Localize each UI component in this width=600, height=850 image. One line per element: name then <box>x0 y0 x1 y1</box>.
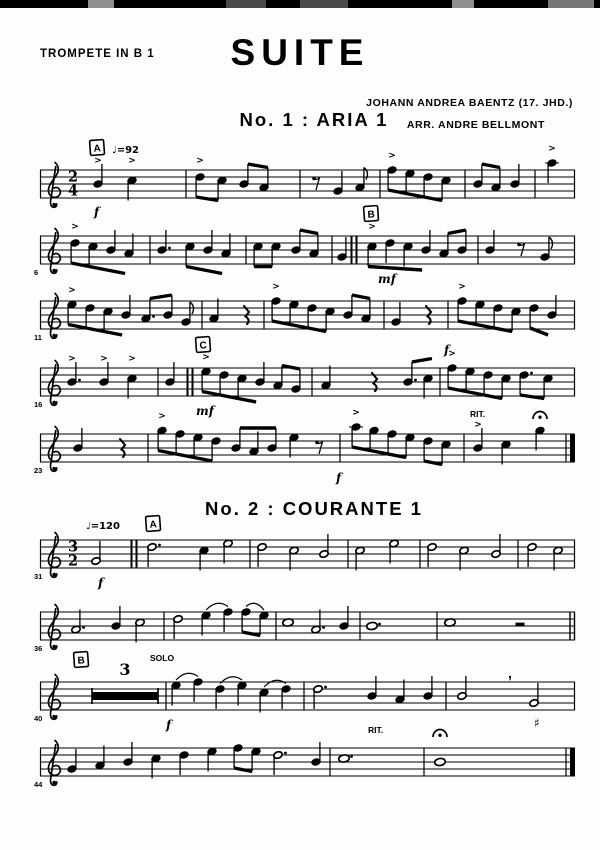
note <box>367 676 377 700</box>
measure-number: 40 <box>34 714 43 723</box>
note <box>405 169 415 193</box>
note <box>249 432 259 456</box>
treble-clef-icon <box>48 740 60 785</box>
note <box>434 758 445 766</box>
note <box>173 615 183 639</box>
beam <box>150 295 172 299</box>
accent-mark: > <box>202 352 210 363</box>
scan-bar-gap <box>88 0 114 8</box>
note <box>106 230 116 254</box>
note <box>465 367 475 391</box>
slur <box>264 680 286 687</box>
measure-number: 16 <box>34 400 43 409</box>
dynamic-marking: mf <box>196 404 214 418</box>
note <box>441 440 451 464</box>
note <box>123 742 133 766</box>
note <box>321 366 331 390</box>
measure-number: 11 <box>34 333 42 342</box>
note <box>289 433 299 457</box>
rehearsal-mark <box>196 337 211 353</box>
note <box>491 534 501 558</box>
scan-bar-gap <box>226 0 266 8</box>
note <box>423 676 433 700</box>
beam <box>482 164 500 168</box>
fermata-icon <box>433 730 447 738</box>
note <box>529 304 539 328</box>
note <box>547 295 557 319</box>
note <box>510 164 520 188</box>
note <box>361 299 371 323</box>
rest <box>315 441 322 454</box>
note <box>157 230 171 254</box>
svg-text:B: B <box>367 209 376 221</box>
beam <box>158 451 212 462</box>
note <box>501 440 511 464</box>
note <box>423 437 433 461</box>
note <box>475 300 485 324</box>
note <box>355 168 368 192</box>
note <box>209 299 219 323</box>
accent-mark: > <box>458 282 466 292</box>
note <box>233 744 243 768</box>
rest <box>516 623 525 626</box>
beam <box>412 359 432 363</box>
scan-bar-gap <box>548 0 594 8</box>
note <box>457 676 467 700</box>
note <box>273 366 283 390</box>
accent-mark: > <box>272 282 280 292</box>
note <box>291 369 301 393</box>
note <box>163 295 173 319</box>
note <box>73 428 83 452</box>
expression-text: RIT. <box>368 725 384 735</box>
note <box>391 302 401 326</box>
note <box>207 747 217 771</box>
expression-text: RIT. <box>470 409 486 419</box>
measure-number: 23 <box>34 466 43 475</box>
dynamic-marking: f <box>336 471 342 485</box>
staff-system-9 <box>0 706 600 806</box>
scan-artifact-bar <box>0 0 600 8</box>
rest <box>517 243 524 256</box>
note <box>147 543 161 567</box>
staff-lines <box>40 748 575 776</box>
accent-mark: > <box>196 156 204 166</box>
note <box>211 437 221 461</box>
accent-mark: > <box>352 408 360 418</box>
note <box>343 295 353 319</box>
note <box>405 433 415 457</box>
instrument-label: TROMPETE IN B 1 <box>40 48 155 60</box>
note <box>493 304 503 328</box>
beam <box>248 164 268 168</box>
note <box>291 230 301 254</box>
breath-mark: , <box>508 665 512 681</box>
note <box>473 420 483 452</box>
note <box>282 618 293 626</box>
slur <box>176 673 198 680</box>
measure-number: 6 <box>34 268 39 277</box>
measure-number: 44 <box>34 780 43 789</box>
fermata-icon <box>533 412 547 420</box>
svg-text:4: 4 <box>67 182 79 200</box>
accent-mark: > <box>100 354 108 364</box>
note <box>257 543 267 567</box>
note <box>309 234 319 258</box>
note <box>369 426 379 450</box>
note <box>95 746 105 770</box>
note <box>439 234 449 258</box>
page-title: SUITE <box>230 32 370 73</box>
note <box>319 534 329 558</box>
note <box>535 426 545 450</box>
svg-text:3: 3 <box>67 538 79 556</box>
note <box>540 237 553 261</box>
note <box>141 299 155 323</box>
rest <box>312 177 319 190</box>
svg-text:C: C <box>199 340 208 352</box>
measure-number: 36 <box>34 644 43 653</box>
accent-mark: > <box>448 349 456 359</box>
note <box>71 610 85 634</box>
note <box>255 362 265 386</box>
note <box>124 234 134 258</box>
dynamic-marking: mf <box>378 272 396 286</box>
note <box>67 749 77 773</box>
note <box>473 164 483 188</box>
note <box>337 237 347 261</box>
note <box>193 433 203 457</box>
note <box>181 302 194 326</box>
measure-number: 31 <box>34 572 43 581</box>
svg-text:2: 2 <box>67 168 79 186</box>
note <box>175 430 185 454</box>
note <box>491 168 501 192</box>
note <box>527 543 537 567</box>
svg-text:A: A <box>93 143 102 155</box>
arranger-credit: ARR. ANDRE BELLMONT <box>406 119 545 131</box>
accent-mark: > <box>68 354 76 364</box>
note <box>259 168 269 192</box>
dynamic-marking: f <box>94 205 100 219</box>
note <box>165 362 175 386</box>
scan-bar-gap <box>452 0 474 8</box>
accent-mark: > <box>388 151 396 161</box>
note <box>421 230 431 254</box>
note <box>403 362 417 386</box>
rehearsal-mark <box>364 206 379 222</box>
note <box>529 683 539 707</box>
beam <box>352 295 370 299</box>
note <box>179 751 189 775</box>
note <box>239 164 249 188</box>
note <box>203 230 213 254</box>
time-signature <box>68 539 78 570</box>
rehearsal-mark <box>146 516 161 532</box>
note <box>289 300 299 324</box>
note <box>121 295 131 319</box>
note <box>91 541 101 565</box>
note <box>111 606 121 630</box>
note <box>387 430 397 454</box>
accent-mark: > <box>128 354 136 364</box>
note <box>135 618 145 642</box>
note <box>85 304 95 328</box>
note <box>459 546 469 570</box>
note <box>355 546 365 570</box>
note <box>289 546 299 570</box>
note <box>427 543 437 567</box>
note <box>273 751 287 775</box>
svg-text:A: A <box>149 519 158 531</box>
beam <box>448 230 466 234</box>
dynamic-marking: f <box>98 576 104 590</box>
slur <box>206 603 228 610</box>
treble-clef-icon <box>48 426 60 471</box>
svg-text:3: 3 <box>119 660 131 679</box>
dynamic-marking: f <box>166 718 172 732</box>
note <box>553 546 563 570</box>
accent-mark: > <box>158 411 166 422</box>
note <box>157 412 167 451</box>
composer-credit: JOHANN ANDREA BAENTZ (17. JHD.) <box>366 97 573 109</box>
note <box>259 611 269 635</box>
accent-mark: > <box>94 156 102 166</box>
note <box>395 680 405 704</box>
expression-text: SOLO <box>150 653 175 663</box>
svg-text:B: B <box>77 655 86 667</box>
note <box>151 754 161 778</box>
note <box>311 610 325 634</box>
note <box>251 747 261 771</box>
accent-mark: > <box>71 222 79 232</box>
note <box>201 353 211 392</box>
note <box>221 234 231 258</box>
scan-bar-gap <box>300 0 348 8</box>
note <box>338 754 353 762</box>
beam <box>352 447 406 458</box>
note <box>389 539 399 563</box>
note <box>67 354 81 386</box>
accent-mark: > <box>474 420 482 430</box>
accent-mark: > <box>68 285 76 296</box>
note <box>93 156 103 188</box>
accent-mark: > <box>128 156 136 166</box>
note <box>67 286 77 325</box>
note <box>485 230 495 254</box>
note <box>311 742 321 766</box>
note <box>241 608 251 632</box>
dynamic-marking: f <box>444 343 450 357</box>
tempo-marking: ♩=92 <box>112 145 140 156</box>
note <box>237 681 247 705</box>
movement-1-heading: No. 1 : ARIA 1 <box>239 109 389 130</box>
note <box>267 428 277 452</box>
note <box>201 611 211 635</box>
note <box>223 608 233 632</box>
note <box>171 681 181 705</box>
note <box>223 539 233 563</box>
beam <box>300 230 318 234</box>
note <box>444 618 455 626</box>
note <box>193 678 203 702</box>
note <box>307 304 317 328</box>
note <box>199 546 209 570</box>
svg-text:2: 2 <box>67 552 79 570</box>
note <box>339 606 349 630</box>
note <box>457 230 467 254</box>
accent-mark: > <box>368 222 376 232</box>
rehearsal-mark <box>74 652 89 668</box>
note <box>231 428 241 452</box>
sharp-icon: ♯ <box>534 716 540 730</box>
rehearsal-mark <box>90 140 105 156</box>
tempo-marking: ♩=120 <box>86 521 120 532</box>
staff-system-5 <box>0 392 600 492</box>
movement-2-heading: No. 2 : COURANTE 1 <box>205 498 423 519</box>
note <box>99 354 109 386</box>
note <box>333 171 343 195</box>
accent-mark: > <box>548 144 556 154</box>
